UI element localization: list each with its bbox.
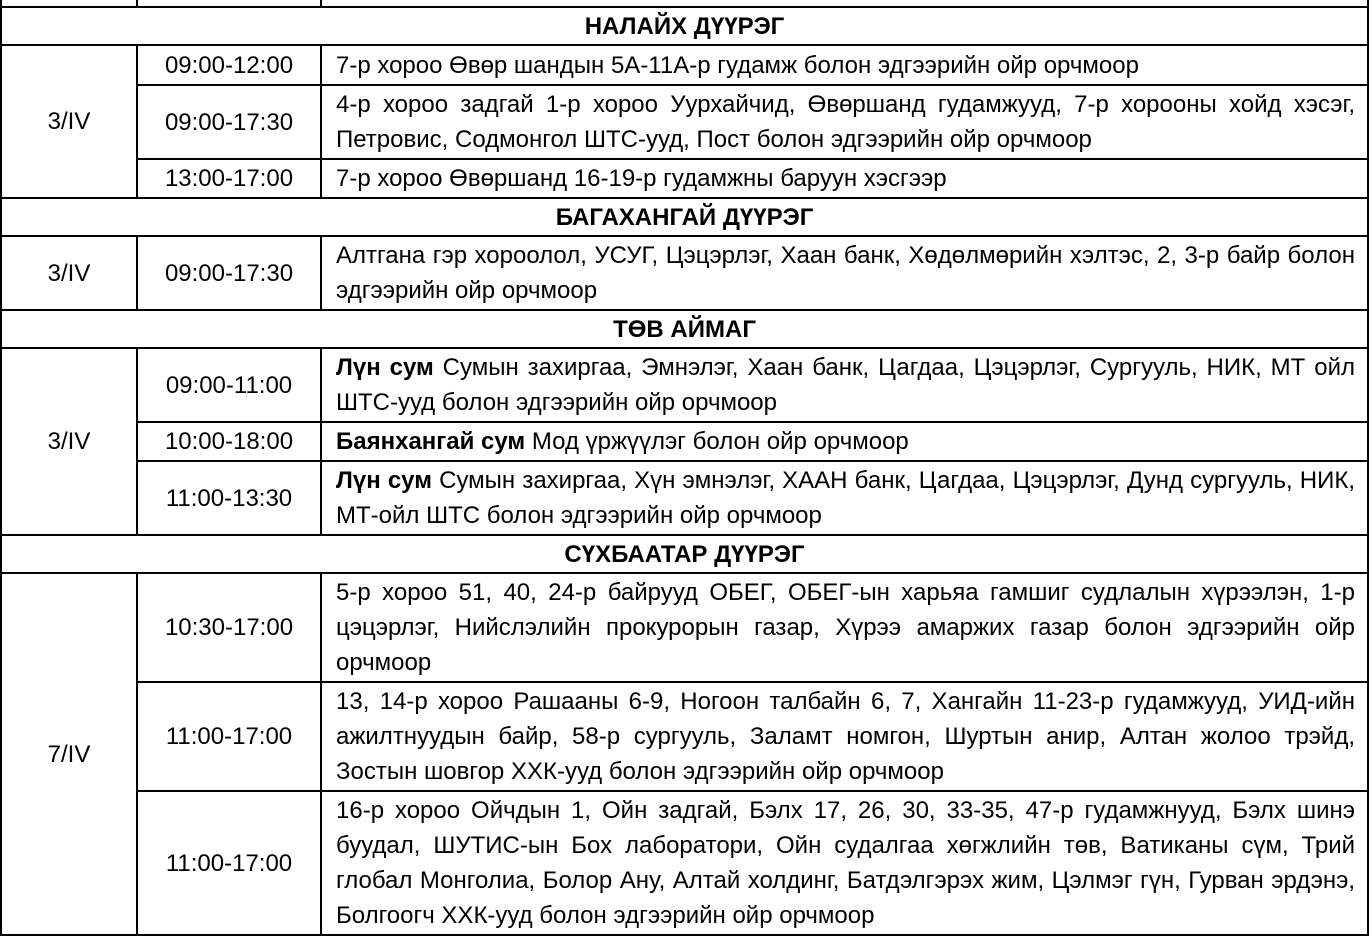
location-text: 13, 14-р хороо Рашааны 6-9, Ногоон талбайн 6, 7, Хангайн 11-23-р гудамжууд, УИД-ийн ажилтнуудын байр, 58-р сургууль, Заламт номгон, Шуртын анир, Алтан жолоо трэйд, Зостын шовгор ХХК-ууд болон эдгээрийн ойр орчмоор bbox=[336, 688, 1355, 785]
time-cell: 09:00-12:00 bbox=[137, 45, 321, 85]
location-cell bbox=[321, 461, 1368, 535]
table-row bbox=[1, 348, 1368, 422]
date-cell: 3/IV bbox=[1, 236, 137, 310]
location-text: 7-р хороо Өвөр шандын 5А-11А-р гудамж болон эдгээрийн ойр орчмоор bbox=[336, 51, 1139, 79]
location-text: Мод үржүүлэг болон ойр орчмоор bbox=[525, 428, 909, 455]
date-cell: 7/IV bbox=[1, 573, 137, 935]
location-bold: Лүн сум bbox=[336, 354, 434, 381]
table-row bbox=[1, 682, 1368, 791]
time-cell: 13:00-17:00 bbox=[137, 159, 321, 198]
section-header-row bbox=[1, 310, 1368, 348]
time-cell: 10:00-18:00 bbox=[137, 422, 321, 461]
time-cell: 11:00-17:00 bbox=[137, 682, 321, 791]
table-row bbox=[1, 791, 1368, 935]
table-row bbox=[1, 422, 1368, 461]
stub-cell bbox=[1, 0, 137, 7]
location-text: 4-р хороо задгай 1-р хороо Уурхайчид, Өвөршанд гудамжууд, 7-р хорооны хойд хэсэг, Петровис, Содмонгол ШТС-ууд, Пост болон эдгээрийн ойр орчмоор bbox=[336, 91, 1355, 153]
table-row bbox=[1, 236, 1368, 310]
location-bold: Баянхангай сум bbox=[336, 428, 526, 455]
section-title: БАГАХАНГАЙ ДҮҮРЭГ bbox=[1, 198, 1368, 236]
table-row bbox=[1, 573, 1368, 682]
table-row bbox=[1, 45, 1368, 85]
stub-cell bbox=[321, 0, 1368, 7]
section-header-row bbox=[1, 198, 1368, 236]
location-cell bbox=[321, 85, 1368, 159]
time-cell: 09:00-17:30 bbox=[137, 236, 321, 310]
location-text: 7-р хороо Өвөршанд 16-19-р гудамжны баруун хэсгээр bbox=[336, 165, 947, 192]
location-cell bbox=[321, 236, 1368, 310]
table-row bbox=[1, 159, 1368, 198]
location-cell bbox=[321, 422, 1368, 461]
location-cell bbox=[321, 348, 1368, 422]
location-bold: Лүн сум bbox=[336, 467, 432, 494]
section-header-row bbox=[1, 7, 1368, 45]
location-text: 5-р хороо 51, 40, 24-р байрууд ОБЕГ, ОБЕГ-ын харьяа гамшиг судлалын хүрээлэн, 1-р цэцэрлэг, Нийслэлийн прокурорын газар, Хүрээ амаржих газар болон эдгээрийн ойр орчмоор bbox=[336, 579, 1355, 676]
table-row bbox=[1, 461, 1368, 535]
date-cell: 3/IV bbox=[1, 348, 137, 535]
time-cell: 09:00-17:30 bbox=[137, 85, 321, 159]
time-cell: 10:30-17:00 bbox=[137, 573, 321, 682]
location-text: Алтгана гэр хороолол, УСУГ, Цэцэрлэг, Хаан банк, Хөдөлмөрийн хэлтэс, 2, 3-р байр болон эдгээрийн ойр орчмоор bbox=[336, 242, 1355, 304]
time-cell: 09:00-11:00 bbox=[137, 348, 321, 422]
location-cell bbox=[321, 573, 1368, 682]
date-cell: 3/IV bbox=[1, 45, 137, 198]
location-cell bbox=[321, 45, 1368, 85]
table-row-previous-stub bbox=[1, 0, 1368, 7]
stub-cell bbox=[137, 0, 321, 7]
location-text: Сумын захиргаа, Хүн эмнэлэг, ХААН банк, Цагдаа, Цэцэрлэг, Дунд сургууль, НИК, МТ-ойл ШТС болон эдгээрийн ойр орчмоор bbox=[336, 467, 1356, 529]
location-cell bbox=[321, 159, 1368, 198]
section-title: НАЛАЙХ ДҮҮРЭГ bbox=[1, 7, 1368, 45]
location-cell bbox=[321, 682, 1368, 791]
table-row bbox=[1, 85, 1368, 159]
location-cell bbox=[321, 791, 1368, 935]
location-text: Сумын захиргаа, Эмнэлэг, Хаан банк, Цагдаа, Цэцэрлэг, Сургууль, НИК, МТ ойл ШТС-ууд болон эдгээрийн ойр орчмоор bbox=[336, 354, 1355, 416]
time-cell: 11:00-13:30 bbox=[137, 461, 321, 535]
time-cell: 11:00-17:00 bbox=[137, 791, 321, 935]
section-title: СҮХБААТАР ДҮҮРЭГ bbox=[1, 535, 1368, 573]
location-text: 16-р хороо Ойчдын 1, Ойн задгай, Бэлх 17, 26, 30, 33-35, 47-р гудамжнууд, Бэлх шинэ буудал, ШУТИС-ын Бох лаборатори, Ойн судалгаа хөгжлийн төв, Ватиканы сүм, Трий глобал Монголиа, Болор Ану, Алтай холдинг, Батдэлгэрэх жим, Цэлмэг гүн, Гурван эрдэнэ, Болгоогч ХХК-ууд болон эдгээрийн ойр орчмоор bbox=[336, 797, 1355, 929]
section-header-row bbox=[1, 535, 1368, 573]
section-title: ТӨВ АЙМАГ bbox=[1, 310, 1368, 348]
